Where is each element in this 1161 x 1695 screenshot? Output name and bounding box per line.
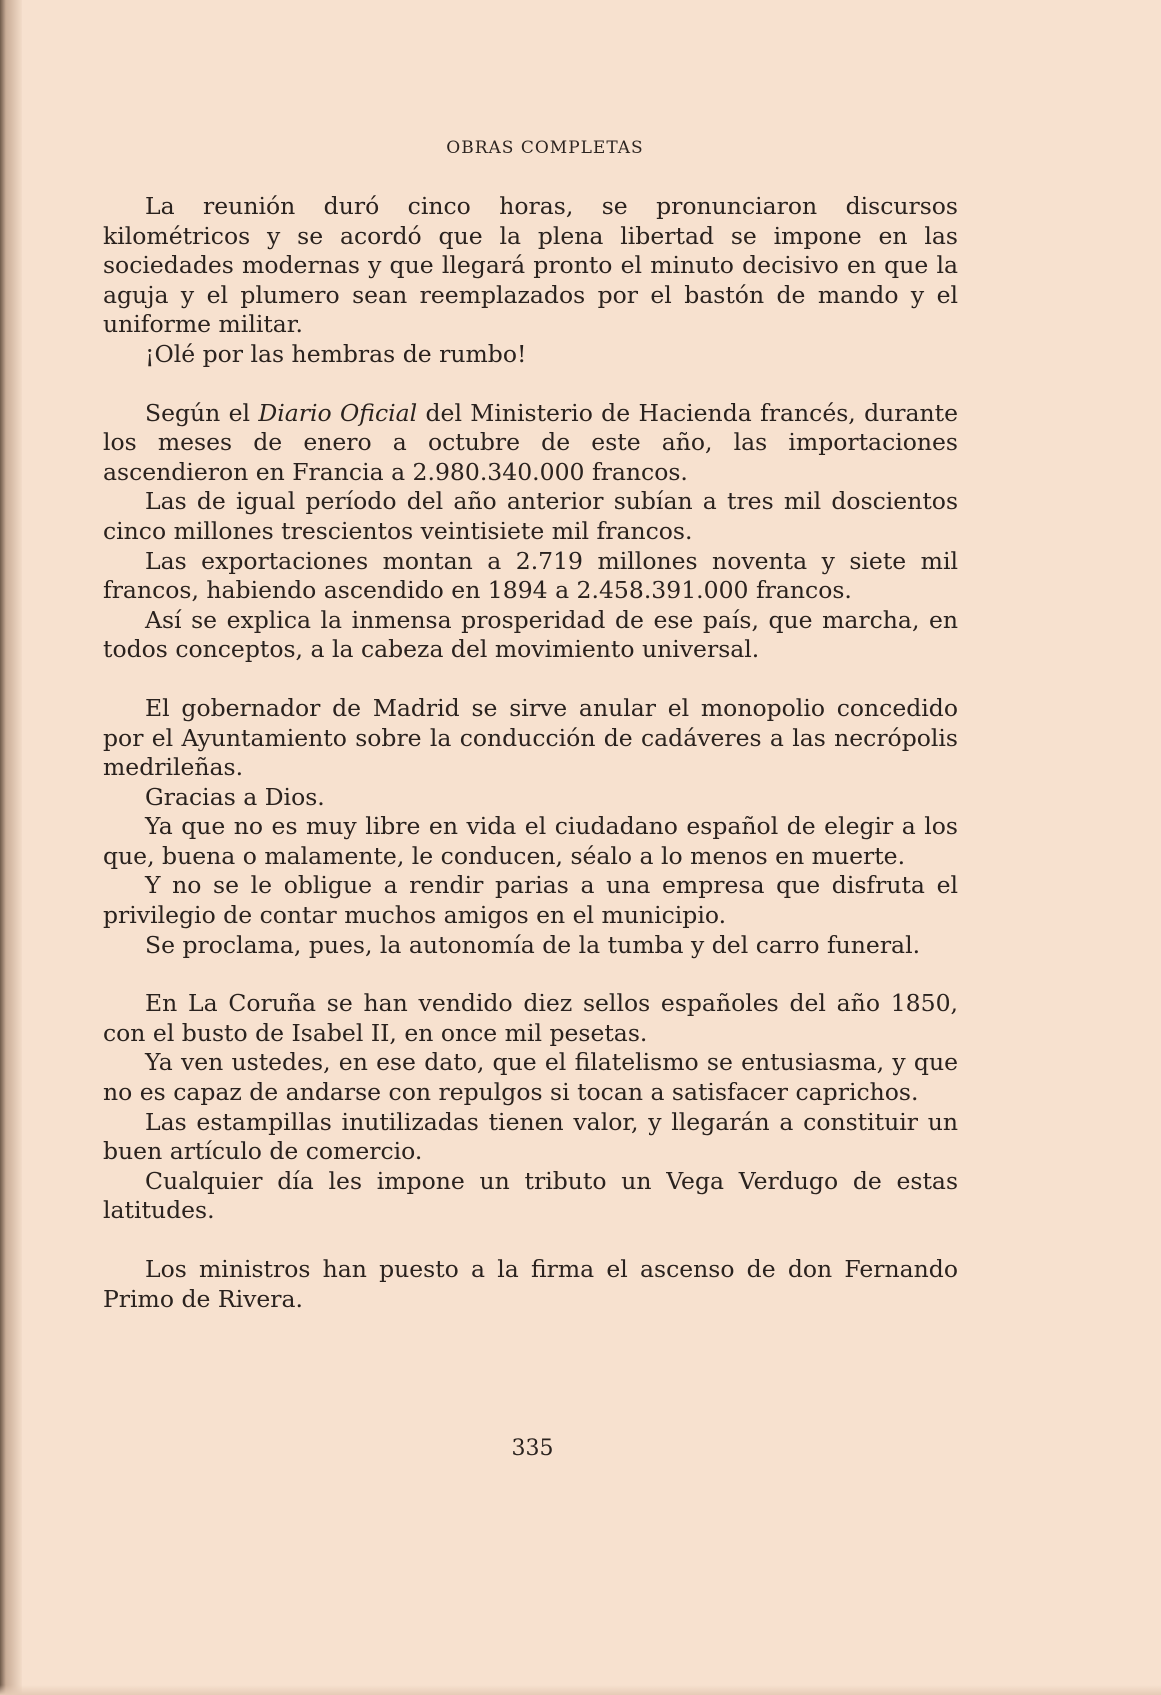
running-header: OBRAS COMPLETAS: [446, 138, 644, 158]
paragraph: Así se explica la inmensa prosperidad de ese país, que marcha, en todos conceptos, a la cabeza del movimiento universal.: [103, 605, 958, 664]
paragraph: Las estampillas inutilizadas tienen valor, y llegarán a constituir un buen artículo de comercio.: [103, 1107, 958, 1166]
text-run: Según el: [145, 398, 259, 427]
paragraph: La reunión duró cinco horas, se pronunciaron discursos kilométricos y se acordó que la plena libertad se impone en las sociedades modernas y que llegará pronto el minuto decisivo en que la aguja y el plumero sean reemplazados por el bastón de mando y el uniforme militar.: [103, 192, 958, 339]
paragraph: Cualquier día les impone un tributo un Vega Verdugo de estas latitudes.: [103, 1166, 958, 1225]
paragraph-hacienda: [103, 399, 958, 488]
page-number: 335: [511, 1436, 554, 1461]
paragraph: Gracias a Dios.: [145, 782, 325, 811]
paragraph: Los ministros han puesto a la firma el ascenso de don Fernando Primo de Rivera.: [103, 1255, 958, 1313]
paragraph: Ya ven ustedes, en ese dato, que el filatelismo se entusiasma, y que no es capaz de andarse con repulgos si tocan a satisfacer caprichos.: [103, 1048, 958, 1107]
text-run: del Ministerio de Hacienda francés, durante los meses de enero a octubre de este año, las importaciones ascendieron en Francia a 2.980.340.000 francos.: [103, 398, 958, 486]
paragraph: Las de igual período del año anterior subían a tres mil doscientos cinco millones trescientos veintisiete mil francos.: [103, 487, 958, 545]
paragraph: En La Coruña se han vendido diez sellos españoles del año 1850, con el busto de Isabel II, en once mil pesetas.: [103, 989, 958, 1047]
italic-title: Diario Oficial: [258, 398, 418, 427]
paragraph: Se proclama, pues, la autonomía de la tumba y del carro funeral.: [145, 930, 921, 959]
paragraph: Las exportaciones montan a 2.719 millones noventa y siete mil francos, habiendo ascendido en 1894 a 2.458.391.000 francos.: [103, 546, 958, 605]
paragraph: Y no se le obligue a rendir parias a una empresa que disfruta el privilegio de contar muchos amigos en el municipio.: [103, 871, 958, 930]
paragraph: ¡Olé por las hembras de rumbo!: [145, 339, 527, 368]
page-body: [103, 192, 958, 1314]
paragraph: El gobernador de Madrid se sirve anular el monopolio concedido por el Ayuntamiento sobre la conducción de cadáveres a las necrópolis medrileñas.: [103, 693, 958, 782]
paragraph: Ya que no es muy libre en vida el ciudadano español de elegir a los que, buena o malamente, le conducen, séalo a lo menos en muerte.: [103, 812, 958, 870]
